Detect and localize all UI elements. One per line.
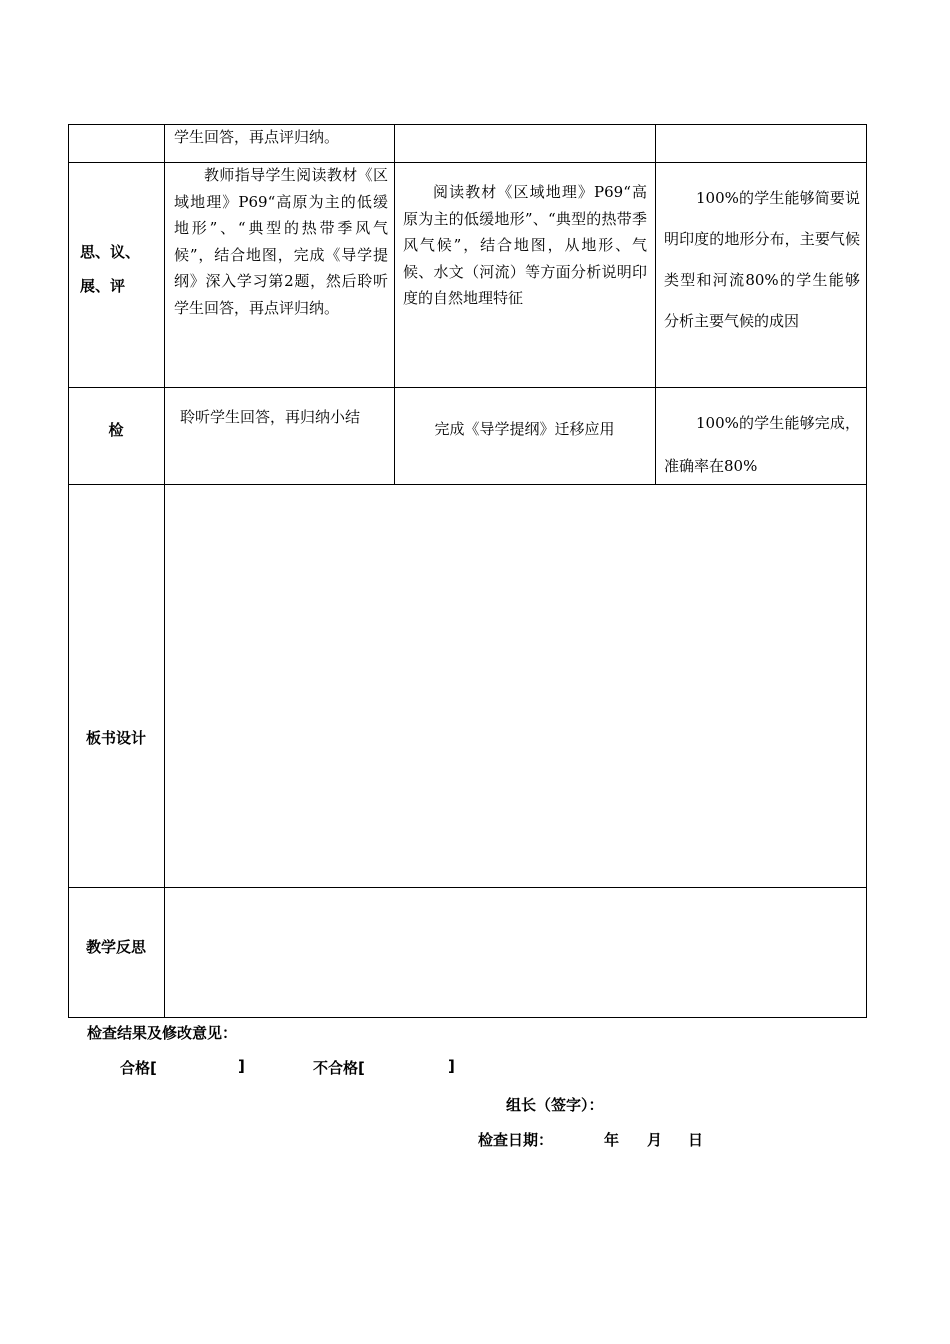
table-border-bottom: [68, 1017, 867, 1018]
row3-teacher-text: 聆听学生回答，再归纳小结: [180, 408, 361, 426]
table-border-left: [68, 124, 69, 1018]
date-year: 年: [604, 1131, 620, 1149]
review-title: 检查结果及修改意见：: [87, 1024, 238, 1042]
date-month: 月: [647, 1131, 663, 1149]
leader-signature-label: 组长（签字）：: [506, 1096, 604, 1114]
row2-phase-label: 思、议、展、评: [80, 243, 141, 295]
teaching-reflection-content: [172, 895, 858, 1010]
row1-teacher-text: 学生回答，再点评归纳。: [174, 128, 340, 146]
row2-teacher-text: 教师指导学生阅读教材《区域地理》P69“高原为主的低缓地形”、“典型的热带季风气候”，结合地图，完成《导学提纲》深入学习第2题，然后聆听学生回答，再点评归纳。: [174, 166, 388, 317]
date-day: 日: [688, 1131, 704, 1149]
pass-label: 合格[: [120, 1059, 157, 1077]
row-divider: [68, 387, 867, 388]
row3-student-text: 完成《导学提纲》迁移应用: [434, 420, 615, 438]
teaching-reflection-label: 教学反思: [85, 938, 146, 956]
column-divider: [655, 124, 656, 485]
fail-label: 不合格[: [313, 1059, 365, 1077]
board-design-label: 板书设计: [85, 729, 146, 747]
row2-goal-text: 100%的学生能够简要说明印度的地形分布，主要气候类型和河流80%的学生能够分析主要气候的成因: [664, 189, 860, 330]
check-date-label: 检查日期：: [478, 1131, 554, 1149]
row3-goal-text: 100%的学生能够完成，准确率在80%: [664, 414, 860, 475]
pass-bracket-close: ]: [238, 1057, 245, 1075]
row-divider: [68, 887, 867, 888]
board-design-content: [172, 492, 858, 880]
row2-student-text: 阅读教材《区域地理》P69“高原为主的低缓地形”、“典型的热带季风气候”，结合地图，从地形、气候、水文（河流）等方面分析说明印度的自然地理特征: [403, 183, 647, 307]
table-border-right: [866, 124, 867, 1018]
column-divider: [164, 124, 165, 1018]
fail-bracket-close: ]: [448, 1057, 455, 1075]
row3-phase-label: 检: [108, 421, 124, 439]
